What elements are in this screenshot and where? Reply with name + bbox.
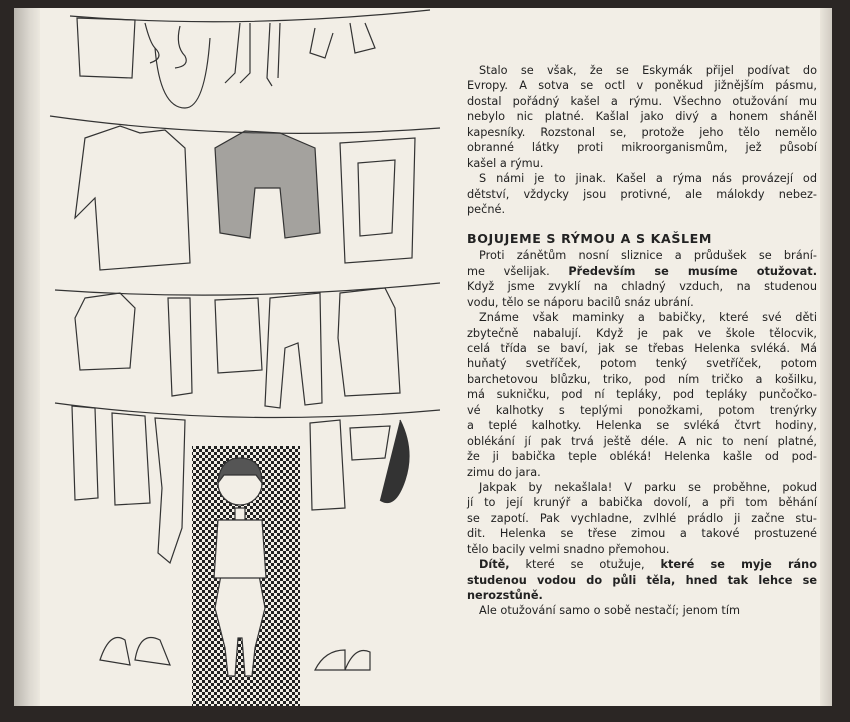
text-run: zbytečně nabalují. Když je pak ve škole tělocvik, <box>467 326 817 340</box>
text-run: Ale otužování samo o sobě nestačí; jenom tím <box>479 604 740 618</box>
text-line <box>467 264 817 279</box>
bold-text: Především se musíme otužovat. <box>568 264 817 278</box>
text-line <box>467 171 817 186</box>
paragraph <box>467 603 817 618</box>
text-line <box>467 495 817 510</box>
text-line <box>467 372 817 387</box>
text-line <box>467 511 817 526</box>
bold-text: které se myje ráno <box>660 558 817 572</box>
text-run: barchetovou blůzku, triko, pod ním tričko a košilku, <box>467 372 817 386</box>
text-run: vé kalhotky s teplými ponožkami, potom trenýrky <box>467 403 817 417</box>
text-run: oblékání jí pak trvá ještě déle. A nic to není platné, <box>467 434 817 448</box>
text-line <box>467 480 817 495</box>
clothesline-4 <box>55 403 440 418</box>
bold-text: Dítě, <box>479 558 510 572</box>
bold-text: nerozstůně. <box>467 589 543 602</box>
text-run: které se otužuje, <box>509 558 661 572</box>
text-line <box>467 526 817 541</box>
text-run: Když jsme zvyklí na chladný vzduch, na studenou <box>467 280 817 294</box>
text-run: se zapotí. Pak vychladne, zvlhlé prádlo ji začne stu- <box>467 511 817 525</box>
text-line <box>467 187 817 202</box>
text-run: obranné látky proti mikroorganismům, jež působí <box>467 141 817 155</box>
text-line <box>467 310 817 325</box>
text-run: nebylo nic platné. Kašlal jako divý a honem sháněl <box>467 110 817 124</box>
paragraph <box>467 557 817 603</box>
text-line <box>467 63 817 78</box>
text-line <box>467 557 817 572</box>
article-text <box>467 63 817 619</box>
paragraph <box>467 63 817 171</box>
text-run: pečné. <box>467 202 506 216</box>
text-run: me všelijak. <box>467 264 569 278</box>
text-run: kapesníky. Rozstonal se, protože jeho tělo nemělo <box>467 125 817 139</box>
text-line <box>467 202 817 217</box>
text-line <box>467 356 817 371</box>
text-line <box>467 387 817 402</box>
text-line <box>467 156 817 171</box>
clothesline-illustration <box>40 8 460 706</box>
text-run: Evropy. A sotva se octl v poněkud jižnějším pásmu, <box>467 79 817 93</box>
text-run: Jakpak by nekašlala! V parku se proběhne, pokud <box>479 480 817 494</box>
text-run: má sukničku, pod ní tepláky, pod tepláky punčočko- <box>467 388 817 402</box>
text-run: Známe však maminky a babičky, které své děti <box>479 311 817 325</box>
text-run: Proti zánětům nosní sliznice a průdušek se brání- <box>479 249 817 263</box>
text-run: kašel a rýmu. <box>467 156 544 170</box>
text-line <box>467 465 817 480</box>
text-run: dětství, vždycky jsou protivné, ale málokdy nebez- <box>467 187 817 201</box>
text-line <box>467 248 817 263</box>
text-run: tělo bacily velmi snadno přemohou. <box>467 542 670 556</box>
text-line <box>467 542 817 557</box>
text-line <box>467 125 817 140</box>
text-run: a teplé kalhotky. Helenka se svléká čtvrt hodiny, <box>467 419 817 433</box>
text-run: S námi je to jinak. Kašel a rýma nás provázejí od <box>479 172 817 186</box>
paragraph <box>467 171 817 217</box>
paragraph <box>467 480 817 557</box>
text-line <box>467 449 817 464</box>
text-run: Stalo se však, že se Eskymák přijel podívat do <box>479 64 817 77</box>
text-line <box>467 573 817 588</box>
text-line <box>467 295 817 310</box>
text-run: že ji babička teple obléká! Helenka kašle od pod- <box>467 450 817 464</box>
text-line <box>467 603 817 618</box>
text-run: zimu do jara. <box>467 465 541 479</box>
clothesline-3 <box>55 283 440 295</box>
text-line <box>467 140 817 155</box>
page-right-edge <box>820 8 832 706</box>
text-run: huňatý svetříček, potom tenký svetříček, potom <box>467 357 817 371</box>
page-gutter-edge <box>14 8 40 706</box>
bold-text: studenou vodou do půli těla, hned tak lehce se <box>467 573 817 587</box>
paragraph <box>467 310 817 480</box>
text-line <box>467 588 817 603</box>
text-line <box>467 109 817 124</box>
text-line <box>467 94 817 109</box>
text-run: dit. Helenka se třese zimou a takové prostuzené <box>467 527 817 541</box>
text-line <box>467 341 817 356</box>
text-line <box>467 434 817 449</box>
text-run: dostal pořádný kašel a rýmu. Všechno otužování mu <box>467 94 817 108</box>
text-line <box>467 78 817 93</box>
text-run: celá třída se baví, jak se třebas Helenka svléká. Má <box>467 342 817 355</box>
text-line <box>467 326 817 341</box>
section-heading: BOJUJEME S RÝMOU A S KAŠLEM <box>467 231 712 247</box>
text-line <box>467 279 817 294</box>
text-line <box>467 403 817 418</box>
text-line <box>467 418 817 433</box>
paragraph <box>467 248 817 310</box>
text-run: jí to její krunýř a babička dovolí, a při tom běhání <box>467 496 817 510</box>
text-run: vodu, tělo se náporu bacilů snáz ubrání. <box>467 295 694 309</box>
